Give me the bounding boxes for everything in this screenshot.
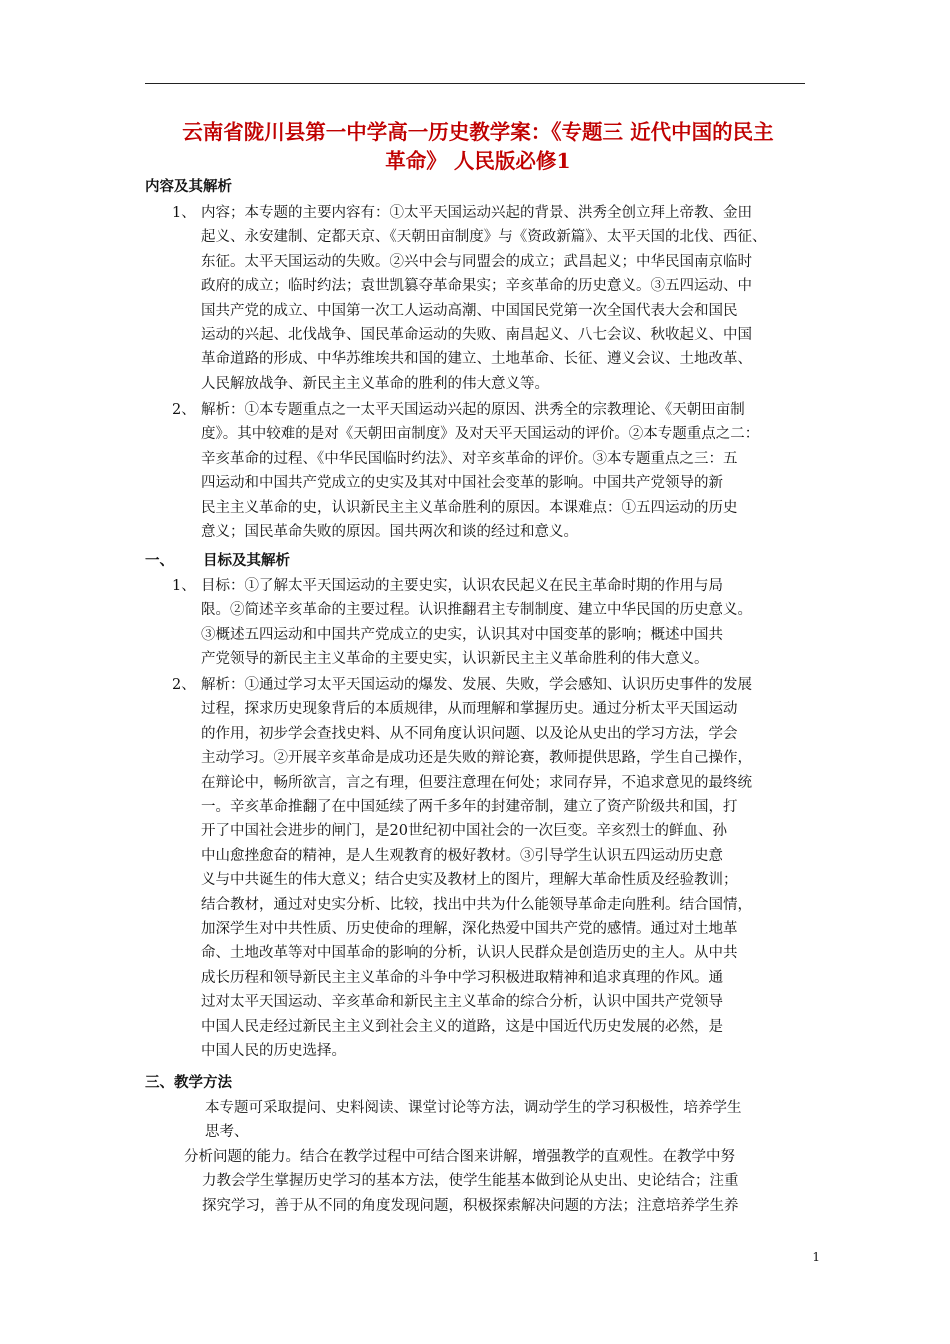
text-line: 辛亥革命的过程、《中华民国临时约法》、对辛亥革命的评价。③本专题重点之三：五 bbox=[201, 450, 738, 467]
text-line: 结合教材，通过对史实分析、比较，找出中共为什么能领导革命走向胜利。结合国情， bbox=[201, 896, 752, 913]
section-number: 一、 bbox=[145, 552, 174, 569]
text-line: 人民解放战争、新民主主义革命的胜利的伟大意义等。 bbox=[201, 375, 549, 392]
list-number: 1、 bbox=[172, 205, 196, 221]
text-line: 义与中共诞生的伟大意义；结合史实及教材上的图片，理解大革命性质及经验教训； bbox=[201, 872, 738, 889]
text-line: 革命道路的形成、中华苏维埃共和国的建立、土地革命、长征、遵义会议、土地改革、 bbox=[201, 351, 752, 368]
header-rule bbox=[145, 83, 805, 84]
text-line: 东征。太平天国运动的失败。②兴中会与同盟会的成立；武昌起义；中华民国南京临时 bbox=[201, 253, 752, 270]
text-line: 政府的成立；临时约法；袁世凯篡夺革命果实；辛亥革命的历史意义。③五四运动、中 bbox=[201, 278, 752, 295]
goals-paragraph bbox=[201, 574, 819, 672]
text-line: 国共产党的成立、中国第一次工人运动高潮、中国国民党第一次全国代表大会和国民 bbox=[201, 302, 738, 319]
text-line: 的作用，初步学会查找史料、从不同角度认识问题、以及论从史出的学习方法，学会 bbox=[201, 725, 738, 742]
text-line: 分析问题的能力。结合在教学过程中可结合图来讲解，增强教学的直观性。在教学中努 bbox=[184, 1149, 735, 1165]
section-heading-methods: 三、教学方法 bbox=[145, 1074, 232, 1091]
text-line: 中山愈挫愈奋的精神，是人生观教育的极好教材。③引导学生认识五四运动历史意 bbox=[201, 847, 723, 864]
text-line: 中国人民走经过新民主主义到社会主义的道路，这是中国近代历史发展的必然，是 bbox=[201, 1018, 723, 1035]
text-line: 力教会学生掌握历史学习的基本方法，使学生能基本做到论从史出、史论结合；注重 bbox=[202, 1173, 739, 1190]
text-line: 产党领导的新民主主义革命的主要史实，认识新民主主义革命胜利的伟大意义。 bbox=[201, 651, 709, 668]
text-line: 解析：①本专题重点之一太平天国运动兴起的原因、洪秀全的宗教理论、《天朝田亩制 bbox=[201, 402, 745, 418]
list-number: 2、 bbox=[172, 402, 196, 418]
title-line: 革命》 人民版必修1 bbox=[385, 149, 571, 173]
text-line: 起义、永安建制、定都天京、《天朝田亩制度》与《资政新篇》、太平天国的北伐、西征、 bbox=[201, 229, 767, 246]
text-line: 一。辛亥革命推翻了在中国延续了两千多年的封建帝制，建立了资产阶级共和国，打 bbox=[201, 799, 738, 816]
methods-paragraph bbox=[184, 1145, 816, 1218]
text-line: 成长历程和领导新民主主义革命的斗争中学习积极进取精神和追求真理的作风。通 bbox=[201, 969, 723, 986]
title-line: 云南省陇川县第一中学高一历史教学案：《专题三 近代中国的民主 bbox=[182, 120, 774, 144]
section-heading-goals: 目标及其解析 bbox=[203, 552, 290, 569]
text-line: 过对太平天国运动、辛亥革命和新民主主义革命的综合分析，认识中国共产党领导 bbox=[201, 994, 723, 1011]
text-line: 命、土地改革等对中国革命的影响的分析，认识人民群众是创造历史的主人。从中共 bbox=[201, 945, 738, 962]
text-line: 开了中国社会进步的闸门，是20世纪初中国社会的一次巨变。辛亥烈士的鲜血、孙 bbox=[201, 823, 727, 840]
document-title bbox=[140, 118, 816, 176]
goals-analysis-paragraph bbox=[201, 673, 811, 1064]
text-line: 目标：①了解太平天国运动的主要史实，认识农民起义在民主革命时期的作用与局 bbox=[201, 578, 723, 594]
analysis-paragraph bbox=[201, 398, 811, 544]
text-line: 探究学习，善于从不同的角度发现问题，积极探索解决问题的方法；注意培养学生养 bbox=[202, 1197, 739, 1214]
list-number: 2、 bbox=[172, 677, 196, 693]
text-line: 思考、 bbox=[205, 1124, 249, 1141]
text-line: ③概述五四运动和中国共产党成立的史实，认识其对中国变革的影响；概述中国共 bbox=[201, 626, 723, 643]
list-number: 1、 bbox=[172, 578, 196, 594]
text-line: 过程，探求历史现象背后的本质规律，从而理解和掌握历史。通过分析太平天国运动 bbox=[201, 701, 738, 718]
text-line: 四运动和中国共产党成立的史实及其对中国社会变革的影响。中国共产党领导的新 bbox=[201, 475, 723, 492]
text-line: 运动的兴起、北伐战争、国民革命运动的失败、南昌起义、八七会议、秋收起义、中国 bbox=[201, 327, 752, 344]
text-line: 限。②简述辛亥革命的主要过程。认识推翻君主专制制度、建立中华民国的历史意义。 bbox=[201, 602, 752, 619]
text-line: 民主主义革命的史，认识新民主主义革命胜利的原因。本课难点：①五四运动的历史 bbox=[201, 499, 738, 516]
content-paragraph bbox=[201, 201, 811, 396]
section-heading-content: 内容及其解析 bbox=[145, 178, 232, 195]
text-line: 内容；本专题的主要内容有：①太平天国运动兴起的背景、洪秀全创立拜上帝教、金田 bbox=[201, 205, 752, 221]
text-line: 在辩论中，畅所欲言，言之有理，但要注意理在何处；求同存异，不追求意见的最终统 bbox=[201, 774, 752, 791]
page-number: 1 bbox=[812, 1250, 820, 1264]
text-line: 本专题可采取提问、史料阅读、课堂讨论等方法，调动学生的学习积极性，培养学生 bbox=[205, 1100, 742, 1116]
text-line: 加深学生对中共性质、历史使命的理解，深化热爱中国共产党的感情。通过对土地革 bbox=[201, 921, 738, 938]
methods-intro bbox=[205, 1096, 815, 1145]
text-line: 解析：①通过学习太平天国运动的爆发、发展、失败，学会感知、认识历史事件的发展 bbox=[201, 677, 752, 693]
text-line: 主动学习。②开展辛亥革命是成功还是失败的辩论赛，教师提供思路，学生自己操作， bbox=[201, 750, 752, 767]
text-line: 意义；国民革命失败的原因。国共两次和谈的经过和意义。 bbox=[201, 524, 578, 541]
text-line: 中国人民的历史选择。 bbox=[201, 1043, 346, 1060]
text-line: 度》。其中较难的是对《天朝田亩制度》及对天平天国运动的评价。②本专题重点之二： bbox=[201, 426, 760, 443]
